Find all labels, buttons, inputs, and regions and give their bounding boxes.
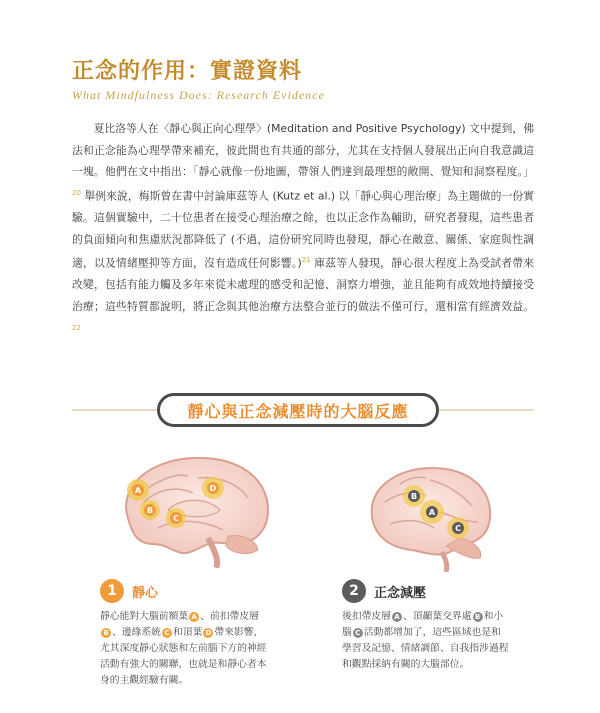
- body-text-1: 夏比洛等人在〈靜心與正向心理學〉(Meditation and Positive Psychology) 文中提到，佛法和正念能為心理學帶來補充，彼此間也有共通的部分，尤其在支持個人發展出正向自我意識這一塊。他們在文中指出：「靜心就像一份地圖，帶領人們達到最理想的敞開、覺知和洞察程度。」: [72, 122, 534, 179]
- legend-2-text-part: 活動都增加了，這些區域也是和學習及記憶、情緒調節、自我指涉過程和觀點採納有關的大腦部位。: [342, 627, 509, 670]
- legend-1-text-part: 、前扣帶皮層: [200, 611, 259, 622]
- legend-1-marker-b: B: [101, 628, 111, 638]
- legend-2-marker-b: B: [473, 612, 483, 622]
- divider-left: [72, 409, 162, 411]
- footnote-ref-21: 21: [301, 256, 311, 265]
- body-paragraph: [72, 118, 534, 342]
- region-label-a-right: A: [428, 508, 436, 517]
- page-title: 正念的作用：實證資料: [72, 59, 303, 84]
- legend-1-text-part: 帶來影響，尤其深度靜心狀態和左前腦下方的神經活動有強大的關聯，也就是和靜心者本身的主觀經驗有關。: [100, 627, 267, 686]
- legend-1-title: 靜心: [132, 586, 159, 601]
- region-label-c: C: [173, 514, 179, 523]
- brain-lateral-illustration: [360, 462, 500, 572]
- footnote-ref-20: 20: [72, 188, 81, 197]
- region-label-b: B: [146, 506, 154, 515]
- legend-2-text: [342, 609, 510, 673]
- legend-1-marker-c: C: [162, 628, 172, 638]
- legend-2-title: 正念減壓: [374, 586, 427, 601]
- legend-2-marker-a: A: [392, 612, 402, 622]
- legend-1-text-part: 和頂葉: [172, 627, 203, 638]
- region-label-d: D: [209, 484, 217, 493]
- section-title-pill: [157, 393, 439, 427]
- region-label-c-right: C: [455, 524, 461, 533]
- legend-1-marker-a: A: [189, 612, 199, 622]
- body-text-2: 舉例來說，梅斯曾在書中討論庫茲等人 (Kutz et al.) 以「靜心與心理治療」為主題做的一份實驗。這個實驗中，二十位患者在接受心理治療之餘，也以正念作為輔助，研究者發現，這些患者的負面傾向和焦慮狀況都降低了 (不過，這份研究同時也發現，靜心在敵意、關係、家庭與性調適，以及情緒壓抑等方面，沒有造成任何影響。): [72, 189, 534, 270]
- legend-1-number: 1: [100, 579, 124, 603]
- divider-right: [434, 409, 534, 411]
- legend-1-marker-d: D: [203, 628, 213, 638]
- legend-2-text-part: 後扣帶皮層: [342, 611, 391, 622]
- legend-2-text-part: 、頂顳葉交界處: [402, 611, 472, 622]
- page-subtitle: What Mindfulness Does: Research Evidence: [72, 88, 325, 102]
- section-title: 靜心與正念減壓時的大腦反應: [187, 401, 409, 421]
- region-label-b-right: B: [410, 492, 418, 501]
- legend-1-text-part: 靜心能對大腦前額葉: [100, 611, 189, 622]
- body-text-3: 庫茲等人發現，靜心很大程度上為受試者帶來改變，包括有能力觸及多年來從未處理的感受和記憶、洞察力增強，並且能夠有成效地持續接受治療；這些特質都說明，將正念與其他治療方法整合並行的做法不僅可行，還相當有經濟效益。: [72, 256, 535, 313]
- brain-sagittal-illustration: [108, 448, 278, 568]
- footnote-ref-22: 22: [72, 323, 81, 332]
- legend-1-text: [100, 609, 268, 689]
- legend-1-text-part: 、邊緣系統: [112, 627, 161, 638]
- legend-2-marker-c: C: [353, 628, 363, 638]
- legend-2-text-part: 和小腦: [342, 611, 504, 638]
- region-label-a: A: [134, 486, 142, 495]
- legend-2-number: 2: [342, 579, 366, 603]
